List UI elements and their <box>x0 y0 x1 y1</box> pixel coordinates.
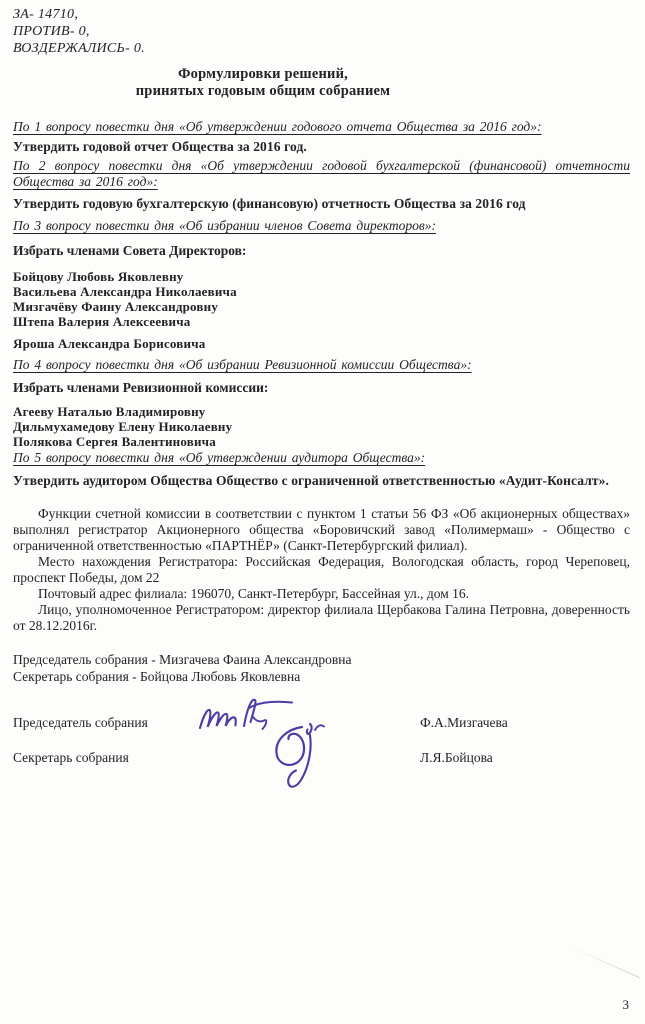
meeting-officials <box>13 652 630 685</box>
registrar-address: Место нахождения Регистратора: Российская Федерация, Вологодская область, город Череповец, проспект Победы, дом 22 <box>13 554 630 585</box>
list-item: Полякова Сергея Валентиновича <box>13 434 216 449</box>
page-number: 3 <box>622 997 629 1012</box>
chairman-signature-label: Председатель собрания <box>13 715 148 730</box>
page-title <box>13 66 513 100</box>
vote-against: ПРОТИВ- 0, <box>13 24 90 39</box>
elect-intro-board: Избрать членами Совета Директоров: <box>13 243 247 258</box>
vote-for: ЗА- 14710, <box>13 7 79 22</box>
resolution-q1: Утвердить годовой отчет Общества за 2016 год. <box>13 139 307 154</box>
list-item: Яроша Александра Борисовича <box>13 336 206 351</box>
board-members-list <box>13 269 630 351</box>
vote-results <box>13 6 630 57</box>
page-title-line2: принятых годовым общим собранием <box>135 83 391 99</box>
agenda-heading-q5: По 5 вопросу повестки дня «Об утверждении аудитора Общества»: <box>13 450 426 465</box>
vote-abstained: ВОЗДЕРЖАЛИСЬ- 0. <box>13 41 145 56</box>
scan-artifact <box>571 947 640 978</box>
list-item: Агееву Наталью Владимировну <box>13 404 206 419</box>
resolution-q2: Утвердить годовую бухгалтерскую (финансовую) отчетность Общества за 2016 год <box>13 196 526 211</box>
resolution-q5: Утвердить аудитором Общества Общество с ограниченной ответственностью «Аудит-Консалт». <box>13 473 609 488</box>
chairman-initials-name: Ф.А.Мизгачева <box>420 715 508 730</box>
list-item: Штепа Валерия Алексеевича <box>13 314 191 329</box>
list-item: Васильева Александра Николаевича <box>13 284 237 299</box>
revision-commission-list <box>13 404 630 449</box>
registrar-authorized-person: Лицо, уполномоченное Регистратором: директор филиала Щербакова Галина Петровна, доверенность от 28.12.2016г. <box>13 602 630 633</box>
list-item: Мизгачёву Фаину Александровну <box>13 299 219 314</box>
secretary-initials-name: Л.Я.Бойцова <box>420 750 493 765</box>
registrar-paragraph: Функции счетной комиссии в соответствии с пунктом 1 статьи 56 ФЗ «Об акционерных обществах» выполнял регистратор Акционерного общества «Боровичский завод «Полимермаш» - Общество с ограниченной ответственностью «ПАРТНЁР» (Санкт-Петербургский филиал). <box>13 506 630 553</box>
agenda-heading-q4: По 4 вопросу повестки дня «Об избрании Ревизионной комиссии Общества»: <box>13 357 472 372</box>
registrar-info <box>13 506 630 634</box>
secretary-line: Секретарь собрания - Бойцова Любовь Яковлевна <box>13 668 301 684</box>
elect-intro-revision: Избрать членами Ревизионной комиссии: <box>13 380 269 395</box>
secretary-signature-label: Секретарь собрания <box>13 750 129 765</box>
page-title-line1: Формулировки решений, <box>178 66 348 82</box>
registrar-postal-address: Почтовый адрес филиала: 196070, Санкт-Петербург, Бассейная ул., дом 16. <box>38 586 469 601</box>
agenda-heading-q3: По 3 вопросу повестки дня «Об избрании членов Совета директоров»: <box>13 218 436 233</box>
list-item: Дильмухамедову Елену Николаевну <box>13 419 233 434</box>
secretary-signature-icon <box>266 720 328 798</box>
list-item: Бойцову Любовь Яковлевну <box>13 269 184 284</box>
agenda-heading-q1: По 1 вопросу повестки дня «Об утверждении годового отчета Общества за 2016 год»: <box>13 119 542 134</box>
chairman-line: Председатель собрания - Мизгачева Фаина Александровна <box>13 652 352 667</box>
agenda-heading-q2: По 2 вопросу повестки дня «Об утверждении годовой бухгалтерской (финансовой) отчетности Общества за 2016 год»: <box>13 158 630 189</box>
